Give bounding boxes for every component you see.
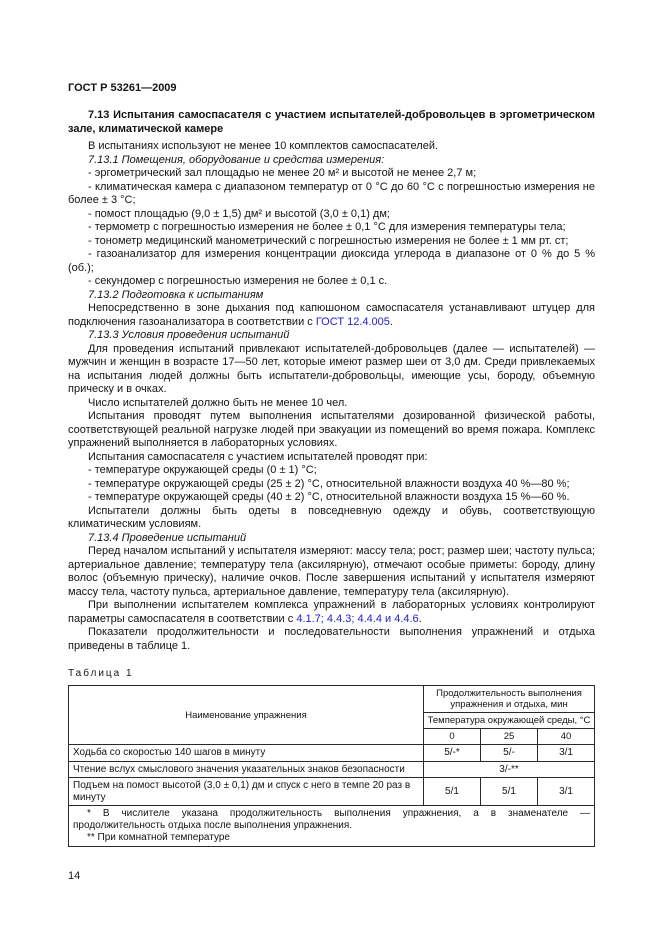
subsection-heading-7-13-1: 7.13.1 Помещения, оборудование и средства измерения: — [88, 153, 385, 166]
paragraph-intro: В испытаниях используют не менее 10 комплектов самоспасателей. — [88, 140, 439, 152]
table-footnotes-row — [69, 806, 595, 847]
document-standard-number: ГОСТ Р 53261—2009 — [68, 82, 177, 94]
paragraph-clothing: Испытатели должны быть одеты в повседневную одежду и обувь, соответствующую климатическим условиям. — [68, 504, 595, 530]
column-header-temperature: Температура окружающей среды, °С — [424, 713, 595, 729]
subsection-heading-7-13-4: 7.13.4 Проведение испытаний — [88, 531, 247, 544]
duration-cell: 5/1 — [481, 778, 538, 806]
paragraph-control — [68, 599, 595, 626]
equipment-list-item: - климатическая камера с диапазоном температур от 0 °С до 60 °С с погрешностью измерения не более ± 3 °С; — [68, 180, 595, 206]
table-row — [69, 761, 595, 778]
paragraph-tester-count: Число испытателей должно быть не менее 10 чел. — [88, 396, 348, 409]
subsection-heading-7-13-3: 7.13.3 Условия проведения испытаний — [88, 329, 290, 341]
equipment-list-item: - помост площадью (9,0 ± 1,5) дм² и высотой (3,0 ± 0,1) дм; — [88, 207, 390, 220]
paragraph-preparation-end: . — [389, 315, 393, 328]
page-number: 14 — [68, 870, 81, 882]
equipment-list-item: - секундомер с погрешностью измерения не более ± 0,1 с. — [88, 275, 388, 287]
table-row — [69, 745, 595, 762]
duration-cell: 3/1 — [538, 745, 595, 762]
section-title-7-13: 7.13 Испытания самоспасателя с участием испытателей-добровольцев в эргометрическом зале, климатической камере — [68, 109, 595, 135]
duration-cell-spanning: 3/-** — [424, 761, 595, 778]
duration-cell: 5/- — [481, 745, 538, 762]
gost-12-4-005-reference-link[interactable]: ГОСТ 12.4.005 — [315, 315, 390, 328]
paragraph-preparation — [68, 302, 595, 329]
table-header-row — [69, 686, 595, 713]
paragraph-control-end: . — [418, 612, 422, 625]
duration-cell: 3/1 — [538, 778, 595, 806]
table-footnotes-cell — [69, 806, 595, 847]
table-footnote-numerator: * В числителе указана продолжительность выполнения упражнения, а в знаменателе — продолжительность отдыха после выполнения упражнения. — [73, 808, 591, 831]
exercise-name-cell: Ходьба со скоростью 140 шагов в минуту — [69, 745, 424, 762]
equipment-list-item: - газоанализатор для измерения концентрации диоксида углерода в диапазоне от 0 % до 5 % (об.); — [68, 248, 595, 274]
paragraph-volunteers: Для проведения испытаний привлекают испытателей-добровольцев (далее — испытателей) — мужчин и женщин в возрасте 17—50 лет, которые имеют размер шеи от 3,0 дм. Среди привлекаемых на испытания людей должны быть испытатели-добровольцы, имеющие усы, бороду, объемную прическу и в очках. — [68, 342, 595, 395]
column-header-temp-40: 40 — [538, 729, 595, 745]
paragraph-measurements: Перед началом испытаний у испытателя измеряют: массу тела; рост; размер шеи; частоту пульса; артериальное давление; температуру тела (аксилярную), отмечают особые приметы: бороду, длину волос (объемную прическу), наличие очков. После завершения испытаний у испытателя измеряют массу тела, частоту пульса, артериальное давление, температуру тела (аксилярную). — [68, 545, 595, 598]
column-header-temp-0: 0 — [424, 729, 481, 745]
paragraph-conditions-intro: Испытания самоспасателя с участием испытателей проводят при: — [88, 450, 428, 463]
clause-references-link[interactable]: 4.1.7; 4.4.3; 4.4.4 и 4.4.6 — [296, 612, 419, 625]
column-header-temp-25: 25 — [481, 729, 538, 745]
equipment-list-item: - термометр с погрешностью измерения не более ± 0,1 °С для измерения температуры тела; — [88, 221, 566, 233]
paragraph-preparation-text: Непосредственно в зоне дыхания под капюшоном самоспасателя устанавливают штуцер для подключения газоанализатора в соответствии с — [68, 302, 595, 328]
table-row — [69, 778, 595, 806]
duration-cell: 5/-* — [424, 745, 481, 762]
condition-list-item: - температуре окружающей среды (40 ± 2) °С, относительной влажности воздуха 15 %—60 %. — [88, 491, 570, 503]
condition-list-item: - температуре окружающей среды (25 ± 2) °С, относительной влажности воздуха 40 %—80 %; — [88, 477, 570, 490]
table-caption: Таблица 1 — [68, 668, 134, 679]
condition-list-item: - температуре окружающей среды (0 ± 1) °С; — [88, 464, 317, 476]
exercise-name-cell: Подъем на помост высотой (3,0 ± 0,1) дм и спуск с него в темпе 20 раз в минуту — [69, 778, 424, 806]
duration-cell: 5/1 — [424, 778, 481, 806]
exercise-duration-table — [68, 685, 595, 847]
equipment-list-item: - тонометр медицинский манометрический с погрешностью измерения не более ± 1 мм рт. ст; — [88, 234, 569, 247]
paragraph-table-reference: Показатели продолжительности и последовательности выполнения упражнений и отдыха приведены в таблице 1. — [68, 626, 595, 652]
column-header-exercise-name: Наименование упражнения — [69, 686, 424, 745]
document-content — [68, 82, 595, 847]
table-footnote-room-temperature: ** При комнатной температуре — [87, 832, 230, 843]
paragraph-work-description: Испытания проводят путем выполнения испытателями дозированной физической работы, соответствующей реальной нагрузке людей при эвакуации из помещений во время пожара. Комплекс упражнений выполняется в лабораторных условиях. — [68, 410, 595, 449]
subsection-heading-7-13-2: 7.13.2 Подготовка к испытаниям — [88, 288, 264, 301]
exercise-name-cell: Чтение вслух смыслового значения указательных знаков безопасности — [69, 761, 424, 778]
equipment-list-item: - эргометрический зал площадью не менее 20 м² и высотой не менее 2,7 м; — [88, 167, 477, 179]
column-header-duration: Продолжительность выполнения упражнения и отдыха, мин — [424, 686, 595, 713]
paragraph-control-text: При выполнении испытателем комплекса упражнений в лабораторных условиях контролируют параметры самоспасателя в соответствии с — [68, 599, 595, 625]
